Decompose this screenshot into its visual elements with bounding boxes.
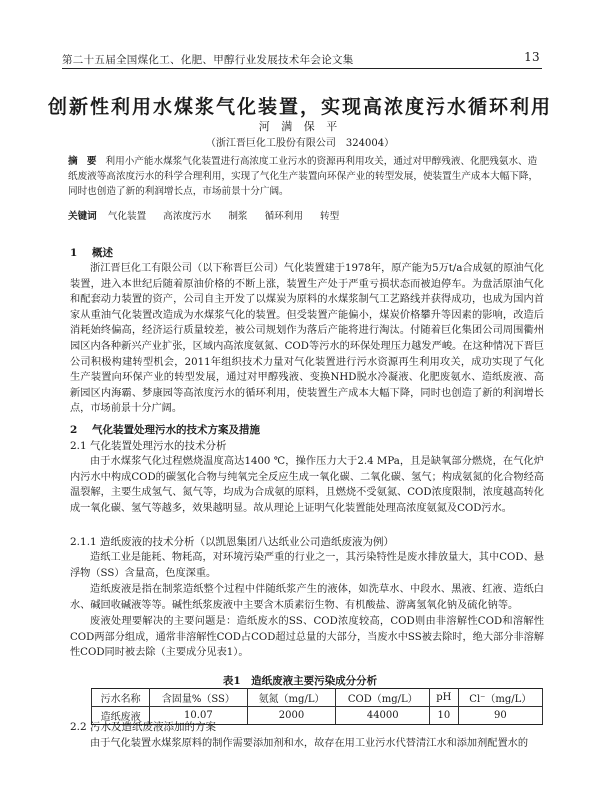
abstract (68, 154, 544, 199)
running-header (62, 50, 540, 68)
keyword: 高浓度污水 (163, 211, 212, 222)
column-header: 污水名称 (92, 689, 150, 707)
table-cell: 90 (458, 707, 542, 725)
page-number: 13 (524, 50, 540, 64)
column-header: Cl⁻（mg/L） (458, 689, 542, 707)
running-title: 第二十五届全国煤化工、化肥、甲醇行业发展技术年会论文集 (62, 54, 354, 66)
section-number: 2 (70, 424, 78, 436)
subsection-heading: 2.1.1 造纸废液的技术分析（以凯恩集团八达纸业公司造纸废液为例） (70, 536, 395, 548)
column-header: 氨氮（mg/L） (247, 689, 336, 707)
keywords (68, 208, 544, 222)
keywords-label: 关键词 (68, 211, 97, 222)
keyword: 制浆 (228, 211, 248, 222)
table-cell: 10.07 (150, 707, 247, 725)
keyword: 循环利用 (264, 211, 303, 222)
paragraph: 造纸工业是能耗、物耗高，对环境污染严重的行业之一，其污染特性是废水排放量大，其中COD、悬浮物（SS）含量高，色度深重。 (70, 552, 544, 579)
section-title: 概述 (92, 247, 113, 259)
paragraph: 造纸废液是指在制浆造纸整个过程中伴随纸浆产生的液体，如洗草水、中段水、黑液、红液、造纸白水、碱回收碱液等等。碱性纸浆废液中主要含木质素衍生物、有机酸盐、游离氢氧化钠及硫化钠等。 (70, 584, 544, 611)
column-header: 含固量%（SS） (150, 689, 247, 707)
column-header: COD（mg/L） (336, 689, 430, 707)
keyword: 转型 (320, 211, 340, 222)
article-title: 创新性利用水煤浆气化装置，实现高浓度污水循环利用 (47, 96, 552, 118)
article-author: 河 满 保 平 (258, 120, 342, 133)
subsection-heading: 2.1 气化装置处理污水的技术分析 (70, 440, 227, 452)
table-caption: 表1 造纸废液主要污染成分分析 (222, 675, 378, 687)
section-heading-2 (70, 422, 260, 437)
paragraph: 浙江晋巨化工有限公司（以下称晋巨公司）气化装置建于1978年，原产能为5万t/a合成氨的原油气化装置，进入本世纪后随着原油价格的不断上涨，装置生产处于严重亏损状态而被迫停车。为盘活原油气化和配套动力装置的资产，公司自主开发了以煤炭为原料的水煤浆制气工艺路线并获得成功，也成为国内首家从重油气化装置改造成为水煤浆气化的装置。但受装置产能偏小，煤炭价格攀升等因素的影响，改造后消耗始终偏高，经济运行质量较差，被公司规划作为落后产能将进行淘汰。付随着巨化集团公司周围衢州园区内各种新兴产业扩张，区域内高浓度氨氮、COD等污水的环保处理压力越发严峻。在这种情况下晋巨公司积极构建转型机会，2011年组织技术力量对气化装置进行污水资源再生利用攻关，成功实现了气化生产装置向环保产业的转型发展，通过对甲醇残液、变换NHD脱水冷凝液、化肥废氨水、造纸废液、高新园区内海霸、梦康园等高浓度污水的循环利用，使装置生产成本大幅下降，同时也创造了新的利润增长点，市场前景十分广阔。 (70, 263, 544, 415)
abstract-label: 摘 要 (68, 156, 100, 167)
table-header-row (92, 689, 543, 707)
table-cell: 44000 (336, 707, 430, 725)
section-heading-1 (70, 245, 113, 260)
header-rule (62, 68, 542, 69)
table-cell: 2000 (247, 707, 336, 725)
paragraph: 由于气化装置水煤浆原料的制作需要添加剂和水，故存在用工业污水代替清江水和添加剂配置水的 (90, 738, 529, 749)
table-cell: 10 (430, 707, 459, 725)
keyword: 气化装置 (107, 211, 147, 222)
article-affiliation: （浙江晋巨化工股份有限公司 324004） (205, 138, 395, 149)
abstract-text: 利用小产能水煤浆气化装置进行高浓度工业污水的资源再利用攻关，通过对甲醇残液、化肥残氨水、造纸废液等高浓度污水的科学合理利用，实现了气化生产装置向环保产业的转型发展，使装置生产成本大幅下降，同时也创造了新的利润增长点，市场前景十分广阔。 (68, 156, 539, 197)
paragraph: 废液处理要解决的主要问题是：造纸废水的SS、COD浓度较高，COD则由非溶解性COD和溶解性COD两部分组成，通常非溶解性COD占COD超过总量的大部分，当废水中SS被去除时，绝大部分非溶解性COD同时被去除（主要成分见表1）。 (70, 616, 544, 659)
subsection-heading: 2.2 污水及造纸废液添加的方案 (70, 721, 217, 733)
table-cell: 造纸废液 (92, 707, 150, 725)
paragraph: 由于水煤浆气化过程燃烧温度高达1400 ℃，操作压力大于2.4 MPa，且是缺氧部分燃烧，在气化炉内污水中构成COD的碳氢化合物与纯氧完全反应生成一氧化碳、二氧化碳、氢气；构成氨氮的化合物经高温裂解，主要生成氢气、氮气等，均成为合成氨的原料，且燃烧不受氨氮、COD浓度限制，浓度越高转化成一氧化碳、氢气等越多，效果越明显。故从理论上证明气化装置能处理高浓度氨氮及COD污水。 (70, 456, 544, 514)
column-header: pH (430, 689, 459, 707)
section-number: 1 (70, 247, 78, 259)
section-title: 气化装置处理污水的技术方案及措施 (92, 424, 260, 436)
